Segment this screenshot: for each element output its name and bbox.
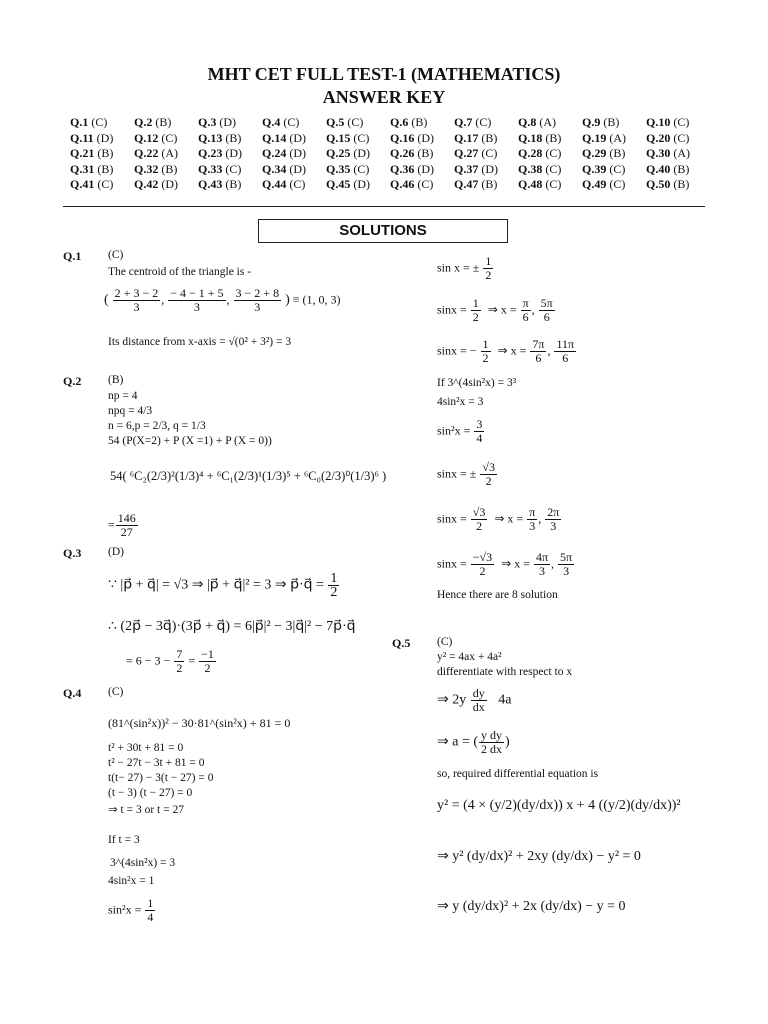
answer-key-cell bbox=[326, 131, 390, 147]
question-number: Q.24 bbox=[262, 146, 287, 160]
question-number: Q.45 bbox=[326, 177, 351, 191]
answer-key-cell bbox=[198, 177, 262, 193]
question-number: Q.39 bbox=[582, 161, 607, 176]
page-title: MHT CET FULL TEST-1 (MATHEMATICS) bbox=[207, 64, 561, 84]
answer-option: (C) bbox=[97, 177, 114, 191]
question-number: Q.25 bbox=[326, 146, 351, 160]
answer-key-cell bbox=[582, 115, 646, 131]
q3-line1: ∵ |p⃗ + q⃗| = √3 ⇒ |p⃗ + q⃗|² = 3 ⇒ p⃗·q⃗ = $\frac{1}{2}$ bbox=[108, 571, 338, 600]
question-number: Q.8 bbox=[518, 115, 537, 129]
q4-line9: sin²x = $\frac{1}{4}$ bbox=[108, 896, 154, 924]
q1-distance: Its distance from x-axis = √(0² + 3²) = 3 bbox=[108, 336, 292, 348]
answer-option: (C) bbox=[673, 130, 690, 145]
question-number: Q.40 bbox=[646, 161, 671, 176]
answer-key-cell bbox=[582, 146, 646, 162]
q3-label: Q.3 bbox=[63, 546, 82, 560]
question-number: Q.46 bbox=[390, 177, 415, 191]
answer-option: (C) bbox=[347, 115, 364, 129]
question-number: Q.9 bbox=[582, 115, 601, 129]
answer-key-cell bbox=[646, 131, 710, 147]
answer-option: (B) bbox=[609, 146, 626, 160]
answer-key-cell bbox=[390, 162, 454, 178]
answer-option: (B) bbox=[155, 115, 172, 129]
q5-line1: y² = 4ax + 4a² bbox=[437, 651, 502, 663]
answer-option: (C) bbox=[609, 177, 626, 191]
q4-line4: (t − 3) (t − 27) = 0 bbox=[108, 787, 193, 799]
q1-label: Q.1 bbox=[63, 249, 82, 263]
q4-line5: ⇒ t = 3 or t = 27 bbox=[108, 804, 184, 816]
question-number: Q.15 bbox=[326, 130, 351, 145]
question-number: Q.7 bbox=[454, 115, 473, 129]
question-number: Q.35 bbox=[326, 161, 351, 176]
q4-answer: (C) bbox=[108, 686, 124, 698]
question-number: Q.2 bbox=[134, 115, 153, 129]
answer-option: (A) bbox=[161, 146, 179, 160]
q5-line8: ⇒ y (dy/dx)² + 2x (dy/dx) − y = 0 bbox=[437, 899, 626, 914]
answer-key-cell bbox=[198, 131, 262, 147]
question-number: Q.21 bbox=[70, 146, 95, 160]
answer-key-cell bbox=[326, 177, 390, 193]
question-number: Q.5 bbox=[326, 115, 345, 129]
answer-option: (C) bbox=[161, 130, 178, 145]
answer-option: (B) bbox=[481, 177, 498, 191]
answer-key-cell bbox=[390, 177, 454, 193]
question-number: Q.26 bbox=[390, 146, 415, 160]
question-number: Q.41 bbox=[70, 177, 95, 191]
answer-key-cell bbox=[390, 146, 454, 162]
answer-option: (D) bbox=[219, 115, 237, 129]
q5-line4: ⇒ a = ( $\frac{\text{y dy}}{2 dx}$ ) bbox=[437, 728, 510, 756]
answer-option: (B) bbox=[673, 177, 690, 191]
question-number: Q.6 bbox=[390, 115, 409, 129]
question-number: Q.44 bbox=[262, 177, 287, 191]
answer-option: (B) bbox=[411, 115, 428, 129]
answer-option: (C) bbox=[609, 161, 626, 176]
q1-centroid: ( $\frac{2 + 3 - 2}{3}$ , $\frac{- 4 - 1 + 5}{3}$ , $\frac{3 - 2 + 8}{3}$ ) ≡ (1, 0, 3) bbox=[104, 286, 341, 314]
answer-key-cell bbox=[454, 162, 518, 178]
answer-key-cell bbox=[518, 131, 582, 147]
answer-option: (D) bbox=[481, 161, 499, 176]
answer-key-row bbox=[70, 115, 710, 131]
right-line6: sin²x = $\frac{3}{4}$ bbox=[437, 417, 483, 445]
answer-key-cell bbox=[326, 115, 390, 131]
answer-key-cell bbox=[262, 115, 326, 131]
answer-key-cell bbox=[262, 131, 326, 147]
answer-key-row bbox=[70, 177, 710, 193]
question-number: Q.17 bbox=[454, 130, 479, 145]
answer-key-cell bbox=[646, 146, 710, 162]
answer-option: (A) bbox=[673, 146, 691, 160]
answer-key-table bbox=[70, 115, 710, 193]
question-number: Q.36 bbox=[390, 161, 415, 176]
answer-key-cell bbox=[454, 177, 518, 193]
answer-key-cell bbox=[198, 115, 262, 131]
answer-option: (C) bbox=[353, 130, 370, 145]
question-number: Q.14 bbox=[262, 130, 287, 145]
answer-option: (D) bbox=[289, 161, 307, 176]
answer-option: (D) bbox=[225, 146, 243, 160]
answer-option: (B) bbox=[417, 146, 434, 160]
q3-line2: ∴ (2p⃗ − 3q⃗)·(3p⃗ + q⃗) = 6|p⃗|² − 3|q⃗|² − 7p⃗·q⃗ bbox=[108, 619, 356, 634]
answer-option: (D) bbox=[289, 146, 307, 160]
answer-option: (D) bbox=[289, 130, 307, 145]
q5-label: Q.5 bbox=[392, 636, 411, 650]
answer-option: (C) bbox=[289, 177, 306, 191]
question-number: Q.10 bbox=[646, 115, 671, 129]
answer-key-cell bbox=[582, 162, 646, 178]
question-number: Q.34 bbox=[262, 161, 287, 176]
answer-key-cell bbox=[390, 131, 454, 147]
answer-option: (B) bbox=[225, 177, 242, 191]
answer-key-cell bbox=[134, 177, 198, 193]
answer-key-cell bbox=[134, 115, 198, 131]
q4-label: Q.4 bbox=[63, 686, 82, 700]
right-line5: 4sin²x = 3 bbox=[437, 396, 484, 408]
answer-option: (B) bbox=[673, 161, 690, 176]
question-number: Q.27 bbox=[454, 146, 479, 160]
answer-key-cell bbox=[518, 162, 582, 178]
question-number: Q.49 bbox=[582, 177, 607, 191]
answer-option: (C) bbox=[545, 146, 562, 160]
q4-equation: (81^(sin²x))² − 30·81^(sin²x) + 81 = 0 bbox=[108, 716, 291, 730]
q5-line6: y² = (4 × (y/2)(dy/dx)) x + 4 ((y/2)(dy/dx))² bbox=[437, 798, 681, 813]
answer-option: (B) bbox=[481, 130, 498, 145]
answer-key-cell bbox=[262, 162, 326, 178]
right-line4: If 3^(4sin²x) = 3³ bbox=[437, 377, 517, 389]
answer-option: (A) bbox=[539, 115, 557, 129]
answer-key-row bbox=[70, 131, 710, 147]
question-number: Q.18 bbox=[518, 130, 543, 145]
question-number: Q.28 bbox=[518, 146, 543, 160]
answer-option: (C) bbox=[283, 115, 300, 129]
answer-key-cell bbox=[262, 177, 326, 193]
answer-key-cell bbox=[70, 177, 134, 193]
question-number: Q.30 bbox=[646, 146, 671, 160]
question-number: Q.16 bbox=[390, 130, 415, 145]
question-number: Q.47 bbox=[454, 177, 479, 191]
q2-line1: np = 4 bbox=[108, 390, 138, 402]
q4-line6: If t = 3 bbox=[108, 834, 140, 846]
q2-label: Q.2 bbox=[63, 374, 82, 388]
q5-line5: so, required differential equation is bbox=[437, 768, 599, 780]
q1-answer: (C) bbox=[108, 249, 124, 261]
answer-option: (C) bbox=[481, 146, 498, 160]
answer-option: (C) bbox=[545, 177, 562, 191]
answer-option: (C) bbox=[91, 115, 108, 129]
answer-key-cell bbox=[134, 146, 198, 162]
answer-option: (C) bbox=[225, 161, 242, 176]
answer-option: (D) bbox=[161, 177, 179, 191]
q2-line3: n = 6,p = 2/3, q = 1/3 bbox=[108, 420, 206, 432]
q4-line8: 4sin²x = 1 bbox=[108, 875, 155, 887]
answer-key-cell bbox=[518, 115, 582, 131]
question-number: Q.48 bbox=[518, 177, 543, 191]
q2-expression: 54( ⁶C₂(2/3)²(1/3)⁴ + ⁶C₁(2/3)¹(1/3)⁵ + ⁶C₀(2/3)⁰(1/3)⁶ ) bbox=[110, 469, 387, 483]
answer-key-cell bbox=[646, 115, 710, 131]
answer-key-cell bbox=[326, 146, 390, 162]
right-line3: sinx = − $\frac{1}{2}$ ⇒ x = $\frac{7\pi}{6}$ , $\frac{11\pi}{6}$ bbox=[437, 337, 575, 365]
q4-line7: 3^(4sin²x) = 3 bbox=[110, 857, 176, 869]
question-number: Q.11 bbox=[70, 130, 94, 145]
answer-key-cell bbox=[518, 146, 582, 162]
answer-option: (D) bbox=[353, 146, 371, 160]
answer-key-cell bbox=[70, 162, 134, 178]
question-number: Q.50 bbox=[646, 177, 671, 191]
question-number: Q.19 bbox=[582, 130, 607, 145]
answer-key-cell bbox=[390, 115, 454, 131]
answer-key-cell bbox=[198, 162, 262, 178]
q2-line4: 54 (P(X=2) + P (X =1) + P (X = 0)) bbox=[108, 435, 272, 447]
answer-option: (D) bbox=[417, 161, 435, 176]
answer-option: (B) bbox=[545, 130, 562, 145]
answer-key-cell bbox=[646, 177, 710, 193]
question-number: Q.33 bbox=[198, 161, 223, 176]
answer-key-cell bbox=[326, 162, 390, 178]
question-number: Q.20 bbox=[646, 130, 671, 145]
question-number: Q.12 bbox=[134, 130, 159, 145]
answer-option: (C) bbox=[417, 177, 434, 191]
answer-key-cell bbox=[454, 146, 518, 162]
answer-option: (B) bbox=[225, 130, 242, 145]
answer-option: (D) bbox=[417, 130, 435, 145]
answer-option: (C) bbox=[353, 161, 370, 176]
answer-option: (D) bbox=[353, 177, 371, 191]
answer-key-row bbox=[70, 146, 710, 162]
right-line10: Hence there are 8 solution bbox=[437, 589, 558, 601]
answer-option: (B) bbox=[603, 115, 620, 129]
answer-key-cell bbox=[262, 146, 326, 162]
answer-key-cell bbox=[454, 131, 518, 147]
answer-key-cell bbox=[454, 115, 518, 131]
page-subtitle: ANSWER KEY bbox=[322, 87, 446, 107]
q1-line1: The centroid of the triangle is - bbox=[108, 266, 252, 278]
right-line7: sinx = ± $\frac{√3}{2}$ bbox=[437, 460, 495, 488]
answer-key-cell bbox=[70, 115, 134, 131]
question-number: Q.4 bbox=[262, 115, 281, 129]
q4-line2: t² − 27t − 3t + 81 = 0 bbox=[108, 757, 205, 769]
question-number: Q.29 bbox=[582, 146, 607, 160]
q3-answer: (D) bbox=[108, 546, 124, 558]
question-number: Q.22 bbox=[134, 146, 159, 160]
right-line2: sinx = $\frac{1}{2}$ ⇒ x = $\frac{\pi}{6}$ , $\frac{5\pi}{6}$ bbox=[437, 296, 553, 324]
answer-option: (A) bbox=[609, 130, 627, 145]
answer-key-cell bbox=[646, 162, 710, 178]
answer-key-cell bbox=[582, 131, 646, 147]
question-number: Q.3 bbox=[198, 115, 217, 129]
q2-answer: (B) bbox=[108, 374, 124, 386]
question-number: Q.42 bbox=[134, 177, 159, 191]
q2-line2: npq = 4/3 bbox=[108, 405, 153, 417]
answer-option: (C) bbox=[475, 115, 492, 129]
question-number: Q.37 bbox=[454, 161, 479, 176]
q5-line2: differentiate with respect to x bbox=[437, 666, 573, 678]
answer-option: (B) bbox=[97, 161, 114, 176]
question-number: Q.32 bbox=[134, 161, 159, 176]
answer-option: (B) bbox=[97, 146, 114, 160]
answer-option: (C) bbox=[545, 161, 562, 176]
question-number: Q.38 bbox=[518, 161, 543, 176]
question-number: Q.1 bbox=[70, 115, 89, 129]
solutions-heading: SOLUTIONS bbox=[258, 219, 508, 243]
q5-answer: (C) bbox=[437, 636, 453, 648]
answer-key-cell bbox=[70, 146, 134, 162]
question-number: Q.43 bbox=[198, 177, 223, 191]
answer-option: (D) bbox=[96, 130, 114, 145]
answer-key-cell bbox=[518, 177, 582, 193]
divider bbox=[63, 206, 705, 207]
answer-key-cell bbox=[134, 131, 198, 147]
right-line1: sin x = ± $\frac{1}{2}$ bbox=[437, 254, 492, 282]
answer-key-cell bbox=[198, 146, 262, 162]
right-line8: sinx = $\frac{√3}{2}$ ⇒ x = $\frac{\pi}{3}$ , $\frac{2\pi}{3}$ bbox=[437, 505, 560, 533]
answer-key-row bbox=[70, 162, 710, 178]
question-number: Q.31 bbox=[70, 161, 95, 176]
answer-key-cell bbox=[582, 177, 646, 193]
question-number: Q.23 bbox=[198, 146, 223, 160]
right-line9: sinx = $\frac{-√3}{2}$ ⇒ x = $\frac{4\pi}{3}$ , $\frac{5\pi}{3}$ bbox=[437, 550, 573, 578]
answer-option: (C) bbox=[673, 115, 690, 129]
q3-line3: = 6 − 3 − $\frac{7}{2}$ = $\frac{-1}{2}$ bbox=[126, 647, 214, 675]
q5-line7: ⇒ y² (dy/dx)² + 2xy (dy/dx) − y² = 0 bbox=[437, 849, 641, 864]
q4-line1: t² + 30t + 81 = 0 bbox=[108, 742, 184, 754]
q4-line3: t(t− 27) − 3(t − 27) = 0 bbox=[108, 772, 214, 784]
answer-key-cell bbox=[134, 162, 198, 178]
question-number: Q.13 bbox=[198, 130, 223, 145]
q5-line3: ⇒ 2y $\frac{dy}{dx}$ 4a bbox=[437, 686, 512, 714]
q2-result: = $\frac{146}{27}$ bbox=[108, 511, 136, 539]
answer-option: (B) bbox=[161, 161, 178, 176]
answer-key-cell bbox=[70, 131, 134, 147]
